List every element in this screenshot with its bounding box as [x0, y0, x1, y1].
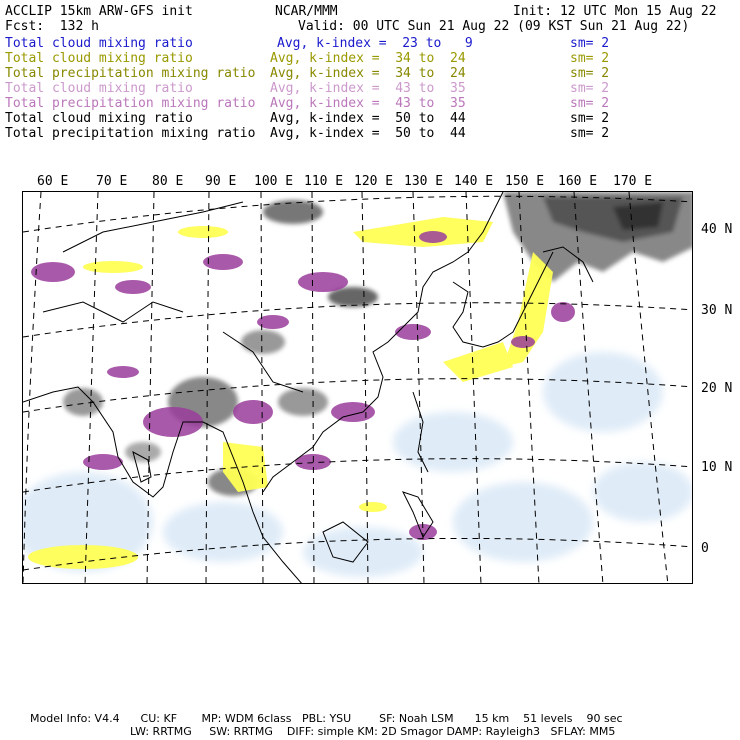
lon-label: 150 E	[505, 174, 545, 189]
lon-label: 170 E	[613, 174, 653, 189]
init-time: Init: 12 UTC Mon 15 Aug 22	[513, 4, 717, 19]
legend-field: Total cloud mixing ratio	[5, 36, 193, 51]
lon-label: 160 E	[558, 174, 598, 189]
lon-label: 140 E	[454, 174, 494, 189]
legend-field: Total precipitation mixing ratio	[5, 66, 256, 81]
legend-field: Total precipitation mixing ratio	[5, 126, 256, 141]
center-label: NCAR/MMM	[275, 4, 338, 19]
legend-field: Total precipitation mixing ratio	[5, 96, 256, 111]
map-graphic	[23, 192, 693, 584]
legend-sm: sm= 2	[570, 126, 610, 141]
lon-label: 80 E	[152, 174, 184, 189]
lon-label: 70 E	[96, 174, 128, 189]
legend-field: Total cloud mixing ratio	[5, 111, 193, 126]
legend-sm: sm= 2	[570, 51, 610, 66]
legend-sm: sm= 2	[570, 66, 610, 81]
lon-label: 90 E	[205, 174, 237, 189]
model-title: ACCLIP 15km ARW-GFS init	[5, 4, 193, 19]
footer-physics: LW: RRTMG SW: RRTMG DIFF: simple KM: 2D Smagor DAMP: Rayleigh3 SFLAY: MM5	[130, 725, 616, 738]
footer-model-info: Model Info: V4.4 CU: KF MP: WDM 6class PBL: YSU SF: Noah LSM 15 km 51 levels 90 sec	[30, 712, 623, 725]
legend-field: Total cloud mixing ratio	[5, 51, 193, 66]
legend-avg: Avg, k-index = 34 to 24	[270, 51, 466, 66]
lat-label: 20 N	[701, 381, 733, 396]
legend-sm: sm= 2	[570, 96, 610, 111]
valid-time: Valid: 00 UTC Sun 21 Aug 22 (09 KST Sun 21 Aug 22)	[298, 19, 690, 34]
low-cloud-field	[23, 352, 693, 577]
legend-avg: Avg, k-index = 34 to 24	[270, 66, 466, 81]
lat-label: 0	[701, 541, 709, 556]
lon-label: 130 E	[404, 174, 444, 189]
lon-label: 120 E	[354, 174, 394, 189]
legend-avg: Avg, k-index = 50 to 44	[270, 111, 466, 126]
legend-avg: Avg, k-index = 43 to 35	[270, 81, 466, 96]
lon-label: 60 E	[37, 174, 69, 189]
legend-sm: sm= 2	[570, 36, 610, 51]
legend-field: Total cloud mixing ratio	[5, 81, 193, 96]
legend-avg: Avg, k-index = 50 to 44	[270, 126, 466, 141]
forecast-hour: Fcst: 132 h	[5, 19, 99, 34]
legend-sm: sm= 2	[570, 111, 610, 126]
legend-sm: sm= 2	[570, 81, 610, 96]
lat-label: 40 N	[701, 222, 733, 237]
legend-avg: Avg, k-index = 23 to 9	[277, 36, 473, 51]
legend-avg: Avg, k-index = 43 to 35	[270, 96, 466, 111]
lon-label: 100 E	[254, 174, 294, 189]
lat-label: 30 N	[701, 303, 733, 318]
lon-label: 110 E	[304, 174, 344, 189]
map-panel	[22, 191, 693, 584]
lat-label: 10 N	[701, 460, 733, 475]
